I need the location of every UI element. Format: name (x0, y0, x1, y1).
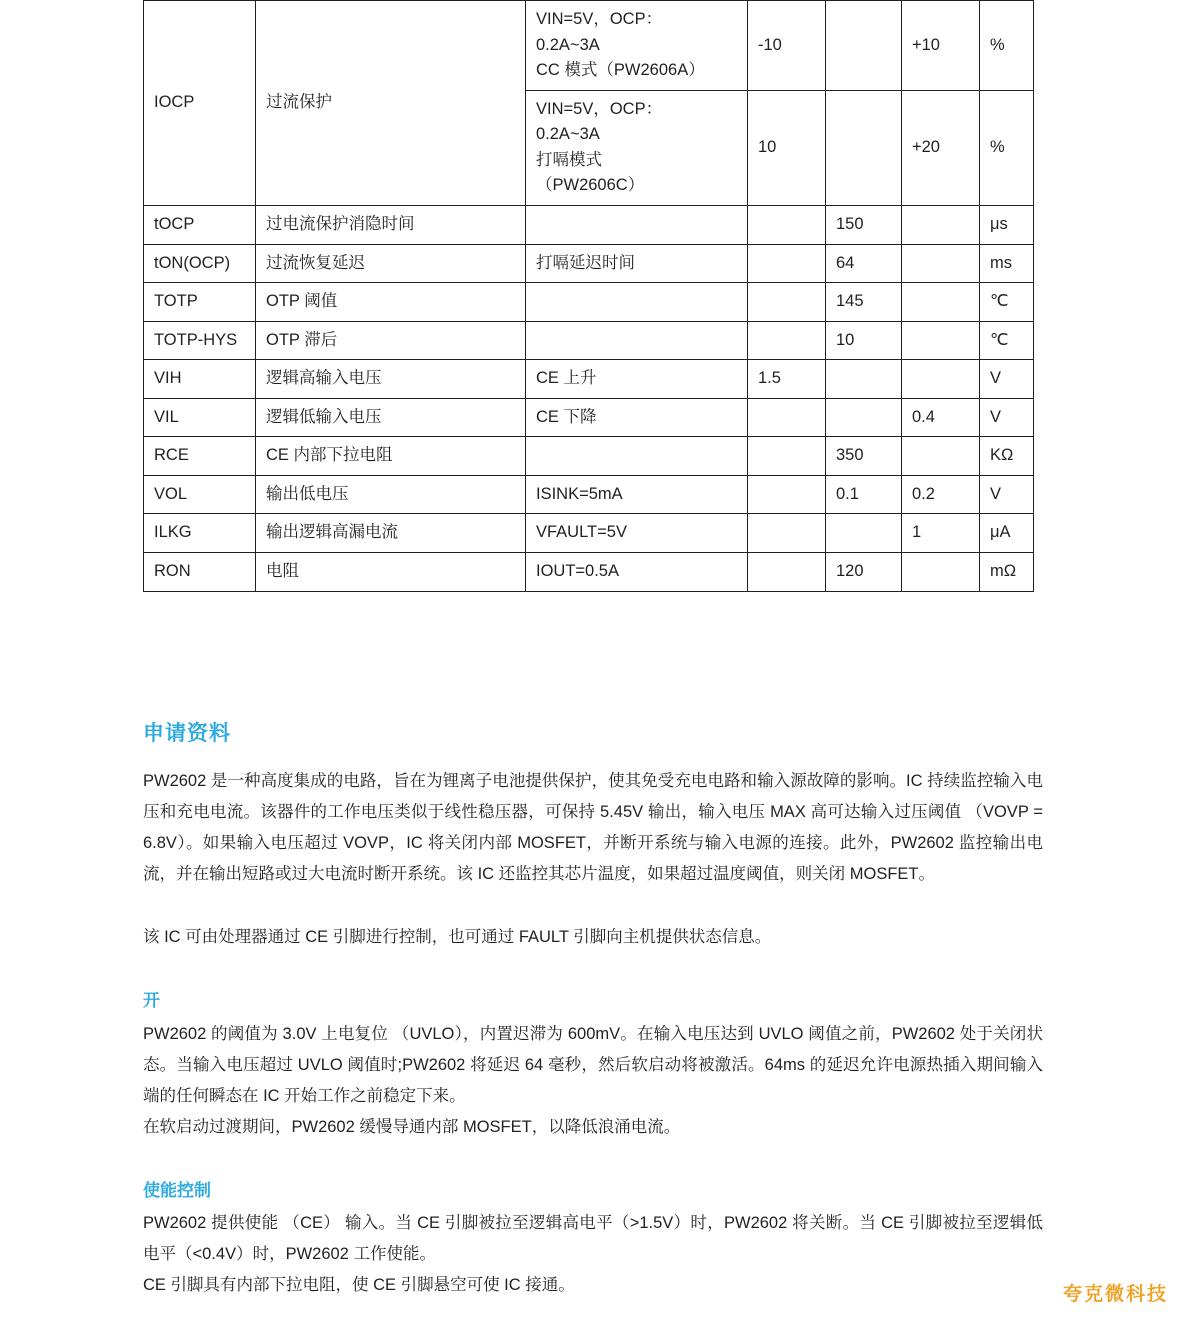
cell-unit: mΩ (980, 553, 1034, 592)
watermark-logo: 夸克微科技 (1062, 1284, 1168, 1305)
cell-max (902, 205, 980, 244)
cell-condition: ISINK=5mA (526, 475, 748, 514)
cell-symbol: VIH (144, 360, 256, 399)
cell-parameter: 逻辑低输入电压 (256, 398, 526, 437)
cell-max (902, 437, 980, 476)
section-title-apply: 申请资料 (143, 722, 231, 745)
apply-paragraph-2: 该 IC 可由处理器通过 CE 引脚进行控制，也可通过 FAULT 引脚向主机提供状态信息。 (143, 928, 772, 946)
cell-condition (526, 1, 748, 91)
table-row (144, 321, 1034, 360)
cell-parameter: 过电流保护消隐时间 (256, 205, 526, 244)
cell-parameter: 过流保护 (256, 1, 526, 206)
cell-typ (826, 1, 902, 91)
cell-typ: 145 (826, 283, 902, 322)
cell-condition: 打嗝延迟时间 (526, 244, 748, 283)
cell-parameter: 过流恢复延迟 (256, 244, 526, 283)
cell-min (748, 205, 826, 244)
cell-condition: IOUT=0.5A (526, 553, 748, 592)
table-row (144, 283, 1034, 322)
cell-typ: 0.1 (826, 475, 902, 514)
cell-max (902, 360, 980, 399)
table-row (144, 437, 1034, 476)
cell-symbol: RON (144, 553, 256, 592)
cell-parameter: 逻辑高输入电压 (256, 360, 526, 399)
cell-symbol: tON(OCP) (144, 244, 256, 283)
cell-min: 1.5 (748, 360, 826, 399)
cell-min (748, 244, 826, 283)
cell-condition (526, 205, 748, 244)
cell-symbol: VOL (144, 475, 256, 514)
cell-condition: VFAULT=5V (526, 514, 748, 553)
cell-typ: 150 (826, 205, 902, 244)
cell-parameter: CE 内部下拉电阻 (256, 437, 526, 476)
cell-unit: KΩ (980, 437, 1034, 476)
cell-unit: ms (980, 244, 1034, 283)
table-row (144, 360, 1034, 399)
cell-max (902, 321, 980, 360)
cell-condition (526, 321, 748, 360)
cell-typ (826, 90, 902, 205)
cell-typ: 10 (826, 321, 902, 360)
cell-typ (826, 360, 902, 399)
cell-symbol: TOTP-HYS (144, 321, 256, 360)
table-row (144, 553, 1034, 592)
enable-paragraph-1: PW2602 提供使能 （CE） 输入。当 CE 引脚被拉至逻辑高电平（>1.5V）时，PW2602 将关断。当 CE 引脚被拉至逻辑低电平（<0.4V）时，PW2602 工作使能。 (143, 1214, 1043, 1263)
cell-parameter: OTP 滞后 (256, 321, 526, 360)
condition-line: 0.2A~3A (536, 125, 600, 144)
cell-parameter: OTP 阈值 (256, 283, 526, 322)
table-row (144, 475, 1034, 514)
cell-min (748, 514, 826, 553)
cell-condition: CE 下降 (526, 398, 748, 437)
cell-max: 1 (902, 514, 980, 553)
cell-typ: 120 (826, 553, 902, 592)
cell-unit: μA (980, 514, 1034, 553)
cell-max (902, 244, 980, 283)
cell-condition (526, 437, 748, 476)
condition-line: CC 模式（PW2606A） (536, 61, 705, 80)
table-row (144, 398, 1034, 437)
cell-min (748, 475, 826, 514)
condition-line: VIN=5V，OCP： (536, 99, 663, 118)
cell-max (902, 553, 980, 592)
cell-symbol: tOCP (144, 205, 256, 244)
cell-unit: μs (980, 205, 1034, 244)
cell-symbol: ILKG (144, 514, 256, 553)
cell-unit: V (980, 475, 1034, 514)
apply-paragraph-1: PW2602 是一种高度集成的电路，旨在为锂离子电池提供保护，使其免受充电电路和输入源故障的影响。IC 持续监控输入电压和充电电流。该器件的工作电压类似于线性稳压器，可保持 5.45V 输出，输入电压 MAX 高可达输入过压阈值 （VOVP = 6.8V）。如果输入电压超过 VOVP，IC 将关闭内部 MOSFET，并断开系统与输入电源的连接。此外，PW2602 监控输出电流，并在输出短路或过大电流时断开系统。该 IC 还监控其芯片温度，如果超过温度阈值，则关闭 MOSFET。 (143, 772, 1043, 883)
condition-line: VIN=5V，OCP： (536, 10, 663, 28)
cell-unit: ℃ (980, 283, 1034, 322)
cell-min: -10 (748, 1, 826, 91)
electrical-characteristics-table (143, 0, 1034, 592)
table-row (144, 205, 1034, 244)
cell-min (748, 398, 826, 437)
cell-max: +20 (902, 90, 980, 205)
cell-max: +10 (902, 1, 980, 91)
on-paragraph-1: PW2602 的阈值为 3.0V 上电复位 （UVLO），内置迟滞为 600mV。在输入电压达到 UVLO 阈值之前，PW2602 处于关闭状态。当输入电压超过 UVLO 阈值时;PW2602 将延迟 64 毫秒，然后软启动将被激活。64ms 的延迟允许电源热插入期间输入端的任何瞬态在 IC 开始工作之前稳定下来。 (143, 1025, 1043, 1105)
cell-unit: % (980, 90, 1034, 205)
cell-min (748, 283, 826, 322)
cell-condition (526, 90, 748, 205)
cell-min (748, 437, 826, 476)
on-paragraph-2: 在软启动过渡期间，PW2602 缓慢导通内部 MOSFET，以降低浪涌电流。 (143, 1118, 681, 1136)
cell-min (748, 321, 826, 360)
table-row (144, 1, 1034, 91)
cell-max: 0.4 (902, 398, 980, 437)
cell-unit: ℃ (980, 321, 1034, 360)
cell-unit: V (980, 398, 1034, 437)
cell-typ: 64 (826, 244, 902, 283)
cell-unit: % (980, 1, 1034, 91)
cell-unit: V (980, 360, 1034, 399)
condition-line: 0.2A~3A (536, 35, 600, 54)
cell-typ (826, 514, 902, 553)
table-row (144, 514, 1034, 553)
section-title-on: 开 (143, 991, 160, 1010)
cell-parameter: 输出低电压 (256, 475, 526, 514)
section-title-enable: 使能控制 (143, 1181, 211, 1200)
cell-max: 0.2 (902, 475, 980, 514)
cell-min: 10 (748, 90, 826, 205)
table-row (144, 244, 1034, 283)
cell-condition: CE 上升 (526, 360, 748, 399)
cell-condition (526, 283, 748, 322)
cell-max (902, 283, 980, 322)
cell-typ: 350 (826, 437, 902, 476)
cell-typ (826, 398, 902, 437)
cell-symbol: VIL (144, 398, 256, 437)
cell-symbol: IOCP (144, 1, 256, 206)
cell-parameter: 电阻 (256, 553, 526, 592)
cell-symbol: TOTP (144, 283, 256, 322)
condition-line: 打嗝模式 (536, 150, 602, 169)
cell-min (748, 553, 826, 592)
cell-parameter: 输出逻辑高漏电流 (256, 514, 526, 553)
condition-line: （PW2606C） (536, 176, 645, 195)
cell-symbol: RCE (144, 437, 256, 476)
enable-paragraph-2: CE 引脚具有内部下拉电阻，使 CE 引脚悬空可使 IC 接通。 (143, 1276, 575, 1294)
